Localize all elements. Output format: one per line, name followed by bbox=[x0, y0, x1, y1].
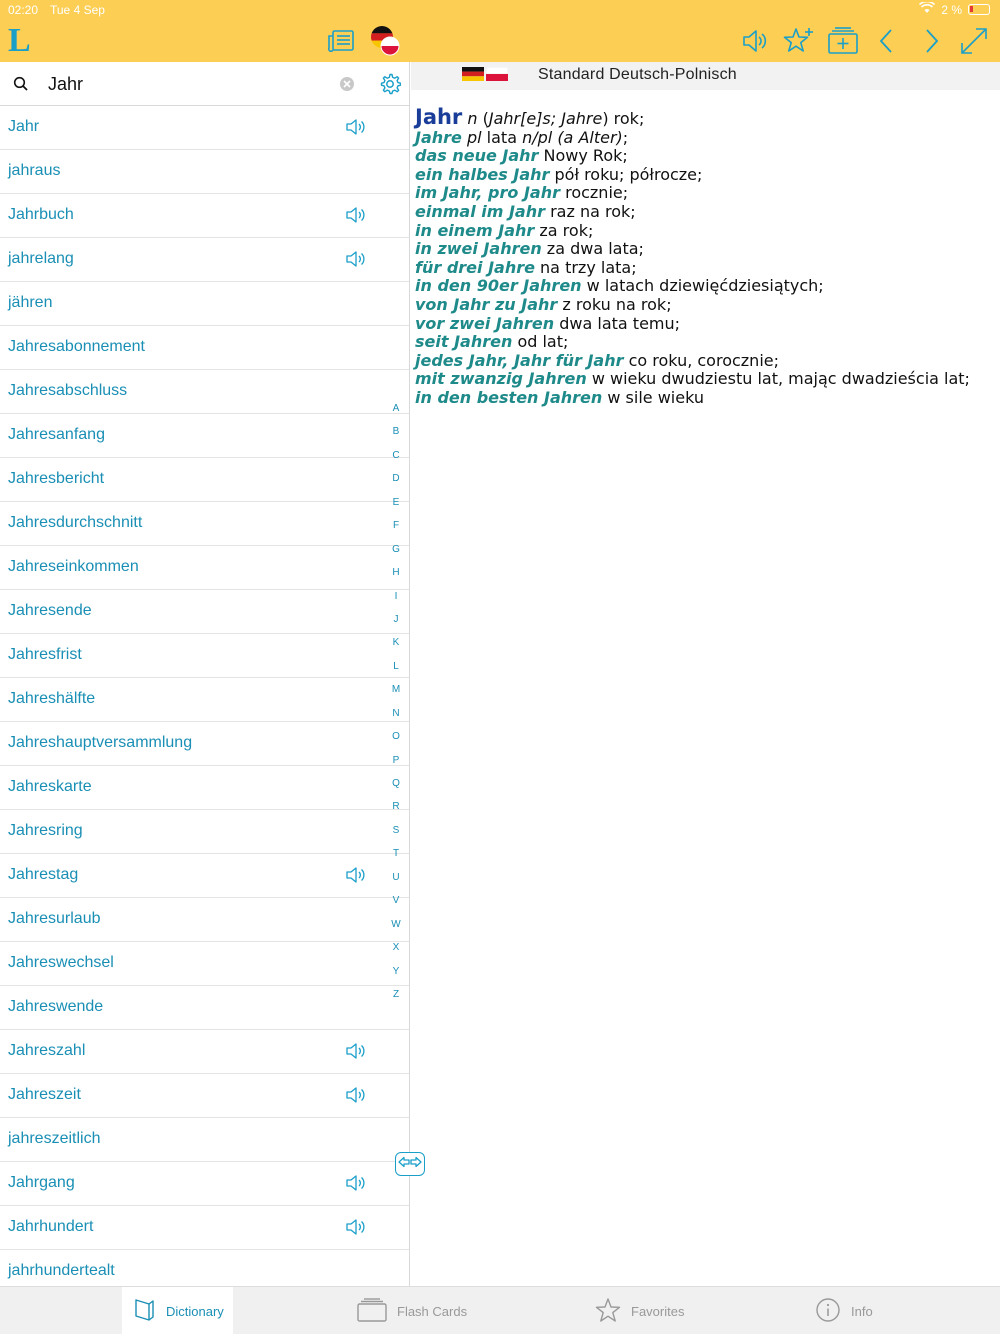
flashcards-icon bbox=[357, 1298, 387, 1325]
entry-line bbox=[415, 352, 995, 371]
info-icon bbox=[815, 1297, 841, 1326]
example-phrase[interactable]: in den besten Jahren bbox=[415, 387, 603, 407]
alphabet-letter[interactable]: C bbox=[392, 449, 400, 461]
entry-line bbox=[415, 259, 995, 278]
entry-text: w sile wieku bbox=[602, 387, 704, 407]
alphabet-letter[interactable]: X bbox=[392, 942, 400, 954]
example-phrase[interactable]: mit zwanzig Jahren bbox=[415, 369, 587, 389]
alphabet-letter[interactable]: O bbox=[392, 731, 400, 743]
battery-level: 2 % bbox=[941, 2, 962, 17]
speaker-icon[interactable] bbox=[345, 1042, 367, 1065]
tab-label: Flash Cards bbox=[397, 1303, 468, 1319]
example-phrase[interactable]: vor zwei Jahren bbox=[415, 313, 555, 333]
list-item[interactable] bbox=[0, 766, 410, 810]
speaker-icon[interactable] bbox=[345, 118, 367, 141]
example-phrase[interactable]: ein halbes Jahr bbox=[415, 164, 550, 184]
list-item[interactable] bbox=[0, 194, 410, 238]
entry-text: lata bbox=[481, 127, 523, 147]
word-label: Jahreshälfte bbox=[8, 690, 96, 707]
entry-text: ; bbox=[622, 127, 629, 147]
word-label: Jahresanfang bbox=[8, 426, 105, 443]
word-label: Jahrhundert bbox=[8, 1218, 94, 1235]
entry-text: n/pl (a Alter) bbox=[522, 127, 623, 147]
list-item[interactable] bbox=[0, 458, 410, 502]
alphabet-letter[interactable]: F bbox=[392, 520, 400, 532]
list-item[interactable] bbox=[0, 986, 410, 1030]
entry-line bbox=[415, 333, 995, 352]
entry-line bbox=[415, 184, 995, 203]
entry-line bbox=[415, 315, 995, 334]
wifi-icon bbox=[919, 2, 935, 17]
dictionary-header bbox=[411, 62, 1000, 90]
list-item[interactable] bbox=[0, 282, 410, 326]
alphabet-letter[interactable]: Y bbox=[392, 965, 400, 977]
word-label: Jahreszahl bbox=[8, 1042, 86, 1059]
example-phrase[interactable]: in zwei Jahren bbox=[415, 239, 542, 259]
list-item[interactable] bbox=[0, 854, 410, 898]
word-list-pane bbox=[0, 62, 410, 1286]
example-phrase[interactable]: das neue Jahr bbox=[415, 146, 539, 166]
alphabet-letter[interactable]: I bbox=[394, 590, 398, 602]
alphabet-letter[interactable]: T bbox=[392, 848, 400, 860]
entry-text: na trzy lata; bbox=[534, 257, 637, 277]
word-label: Jahresurlaub bbox=[8, 910, 101, 927]
entry-line bbox=[415, 222, 995, 241]
entry-text: Nowy Rok; bbox=[538, 146, 628, 166]
entry-text: Jahr[e]s; Jahre bbox=[488, 109, 603, 128]
list-item[interactable] bbox=[0, 370, 410, 414]
back-icon[interactable] bbox=[870, 24, 904, 58]
list-item[interactable] bbox=[0, 634, 410, 678]
tab-flash-cards[interactable] bbox=[345, 1287, 479, 1334]
list-item[interactable] bbox=[0, 898, 410, 942]
entry-pane bbox=[411, 62, 1000, 1286]
forward-icon[interactable] bbox=[914, 24, 948, 58]
alphabet-letter[interactable]: U bbox=[392, 871, 400, 883]
word-label: Jahr bbox=[8, 118, 40, 135]
tab-dictionary[interactable] bbox=[122, 1287, 233, 1334]
entry-text: za dwa lata; bbox=[541, 239, 644, 259]
headword: Jahr bbox=[415, 105, 463, 129]
entry-text: raz na rok; bbox=[545, 201, 636, 221]
word-label: Jahresdurchschnitt bbox=[8, 514, 143, 531]
star-icon bbox=[595, 1297, 621, 1326]
list-item[interactable] bbox=[0, 546, 410, 590]
tab-label: Dictionary bbox=[166, 1303, 224, 1319]
alphabet-letter[interactable]: G bbox=[392, 543, 400, 555]
alphabet-letter[interactable]: A bbox=[392, 403, 400, 414]
polish-flag-icon bbox=[486, 67, 508, 81]
dictionary-name: Standard Deutsch-Polnisch bbox=[538, 66, 737, 83]
example-phrase[interactable]: von Jahr zu Jahr bbox=[415, 294, 558, 314]
entry-text: ) rok; bbox=[602, 109, 645, 128]
example-phrase[interactable]: für drei Jahre bbox=[415, 257, 535, 277]
speaker-icon[interactable] bbox=[345, 1174, 367, 1197]
word-label: Jahrbuch bbox=[8, 206, 74, 223]
entry-line bbox=[415, 129, 995, 148]
word-label: Jahrgang bbox=[8, 1174, 75, 1191]
alphabet-letter[interactable]: W bbox=[391, 918, 401, 930]
alphabet-letter[interactable]: B bbox=[392, 426, 400, 438]
dictionary-icon bbox=[134, 1298, 156, 1325]
tab-favorites[interactable] bbox=[583, 1287, 696, 1334]
tab-label: Info bbox=[851, 1303, 873, 1319]
search-input[interactable] bbox=[40, 68, 330, 100]
app-logo: L bbox=[8, 22, 31, 59]
list-item[interactable] bbox=[0, 590, 410, 634]
list-item[interactable] bbox=[0, 502, 410, 546]
alphabet-letter[interactable]: L bbox=[393, 660, 399, 672]
entry-text: dwa lata temu; bbox=[554, 313, 681, 333]
alphabet-letter[interactable]: E bbox=[392, 496, 400, 508]
entry-line bbox=[415, 203, 995, 222]
list-item[interactable] bbox=[0, 238, 410, 282]
add-flashcard-icon[interactable] bbox=[826, 24, 860, 58]
word-label: Jahresfrist bbox=[8, 646, 82, 663]
search-bar bbox=[0, 62, 410, 106]
example-phrase[interactable]: in einem Jahr bbox=[415, 220, 535, 240]
speaker-icon[interactable] bbox=[345, 866, 367, 889]
alphabet-letter[interactable]: Q bbox=[392, 778, 400, 789]
entry-text: ( bbox=[477, 109, 489, 128]
fullscreen-icon[interactable] bbox=[957, 24, 991, 58]
entry-text: pl bbox=[466, 127, 482, 147]
add-favorite-icon[interactable] bbox=[782, 24, 816, 58]
entry-line bbox=[415, 370, 995, 389]
alphabet-index[interactable] bbox=[386, 397, 406, 1006]
alphabet-letter[interactable]: J bbox=[393, 613, 399, 625]
word-label: Jahreszeit bbox=[8, 1086, 81, 1103]
word-label: Jahrestag bbox=[8, 866, 79, 883]
entry-text: w latach dziewięćdziesiątych; bbox=[581, 276, 824, 296]
example-phrase[interactable]: im Jahr, pro Jahr bbox=[415, 183, 560, 203]
word-label: Jahreshauptversammlung bbox=[8, 734, 193, 751]
word-label: Jahresabschluss bbox=[8, 382, 128, 399]
dictionary-entry bbox=[415, 105, 995, 408]
list-item[interactable] bbox=[0, 1162, 410, 1206]
word-label: jahrhundertealt bbox=[8, 1262, 115, 1279]
entry-text: rocznie; bbox=[560, 183, 629, 203]
alphabet-letter[interactable]: P bbox=[392, 754, 400, 766]
speaker-icon[interactable] bbox=[345, 1218, 367, 1241]
speaker-icon[interactable] bbox=[738, 24, 772, 58]
word-label: Jahreswechsel bbox=[8, 954, 114, 971]
entry-text: pół roku; półrocze; bbox=[549, 164, 703, 184]
word-label: Jahreswende bbox=[8, 998, 104, 1015]
entry-text: n bbox=[467, 109, 478, 128]
entry-text: w wieku dwudziestu lat, mając dwadzieścia lat; bbox=[586, 369, 970, 389]
entry-text: z roku na rok; bbox=[557, 294, 672, 314]
list-item[interactable] bbox=[0, 1074, 410, 1118]
entry-text: od lat; bbox=[512, 332, 569, 352]
word-label: Jahresende bbox=[8, 602, 92, 619]
list-item[interactable] bbox=[0, 722, 410, 766]
example-phrase[interactable]: in den 90er Jahren bbox=[415, 276, 582, 296]
word-label: jahreszeitlich bbox=[8, 1130, 101, 1147]
example-phrase[interactable]: einmal im Jahr bbox=[415, 201, 546, 221]
speaker-icon[interactable] bbox=[345, 250, 367, 273]
word-label: Jahreseinkommen bbox=[8, 558, 139, 575]
status-time: 02:20 bbox=[8, 3, 39, 17]
tab-label: Favorites bbox=[631, 1303, 685, 1319]
news-icon[interactable] bbox=[325, 24, 359, 58]
alphabet-letter[interactable]: D bbox=[392, 473, 400, 485]
list-item[interactable] bbox=[0, 1118, 410, 1162]
entry-line bbox=[415, 296, 995, 315]
entry-line bbox=[415, 166, 995, 185]
list-item[interactable] bbox=[0, 1250, 410, 1286]
example-phrase[interactable]: jedes Jahr, Jahr für Jahr bbox=[415, 350, 624, 370]
list-item[interactable] bbox=[0, 414, 410, 458]
gear-icon[interactable] bbox=[379, 73, 401, 100]
search-icon bbox=[13, 76, 29, 97]
word-label: jahraus bbox=[8, 162, 61, 179]
speaker-icon[interactable] bbox=[345, 1086, 367, 1109]
word-label: jähren bbox=[8, 294, 53, 311]
entry-text: co roku, corocznie; bbox=[623, 350, 779, 370]
alphabet-letter[interactable]: S bbox=[392, 824, 400, 836]
alphabet-letter[interactable]: H bbox=[392, 567, 400, 579]
list-item[interactable] bbox=[0, 678, 410, 722]
status-right bbox=[919, 2, 990, 17]
example-phrase[interactable]: Jahre bbox=[415, 127, 462, 147]
example-phrase[interactable]: seit Jahren bbox=[415, 332, 513, 352]
word-label: Jahresabonnement bbox=[8, 338, 145, 355]
alphabet-letter[interactable]: R bbox=[392, 801, 400, 813]
alphabet-letter[interactable]: V bbox=[392, 895, 400, 907]
word-label: Jahresring bbox=[8, 822, 83, 839]
language-flag-icon[interactable] bbox=[368, 24, 402, 58]
entry-line bbox=[415, 240, 995, 259]
clear-search-icon[interactable] bbox=[339, 76, 355, 97]
entry-line bbox=[415, 277, 995, 296]
alphabet-letter[interactable]: Z bbox=[392, 988, 400, 1000]
list-item[interactable] bbox=[0, 810, 410, 854]
list-item[interactable] bbox=[0, 150, 410, 194]
list-item[interactable] bbox=[0, 326, 410, 370]
status-date: Tue 4 Sep bbox=[50, 3, 105, 17]
entry-line bbox=[415, 105, 995, 129]
word-list bbox=[0, 106, 410, 1286]
word-label: Jahreskarte bbox=[8, 778, 92, 795]
speaker-icon[interactable] bbox=[345, 206, 367, 229]
entry-line bbox=[415, 389, 995, 408]
alphabet-letter[interactable]: M bbox=[391, 684, 401, 696]
entry-line bbox=[415, 147, 995, 166]
list-item[interactable] bbox=[0, 1206, 410, 1250]
alphabet-letter[interactable]: K bbox=[392, 637, 400, 649]
list-item[interactable] bbox=[0, 1030, 410, 1074]
list-item[interactable] bbox=[0, 106, 410, 150]
entry-text: za rok; bbox=[534, 220, 594, 240]
list-item[interactable] bbox=[0, 942, 410, 986]
word-label: Jahresbericht bbox=[8, 470, 105, 487]
bottom-tab-bar bbox=[0, 1286, 1000, 1334]
alphabet-letter[interactable]: N bbox=[392, 707, 400, 719]
tab-info[interactable] bbox=[803, 1287, 885, 1334]
top-bar bbox=[0, 0, 1000, 62]
german-flag-icon bbox=[462, 67, 484, 81]
battery-icon bbox=[968, 4, 990, 15]
word-label: jahrelang bbox=[8, 250, 74, 267]
